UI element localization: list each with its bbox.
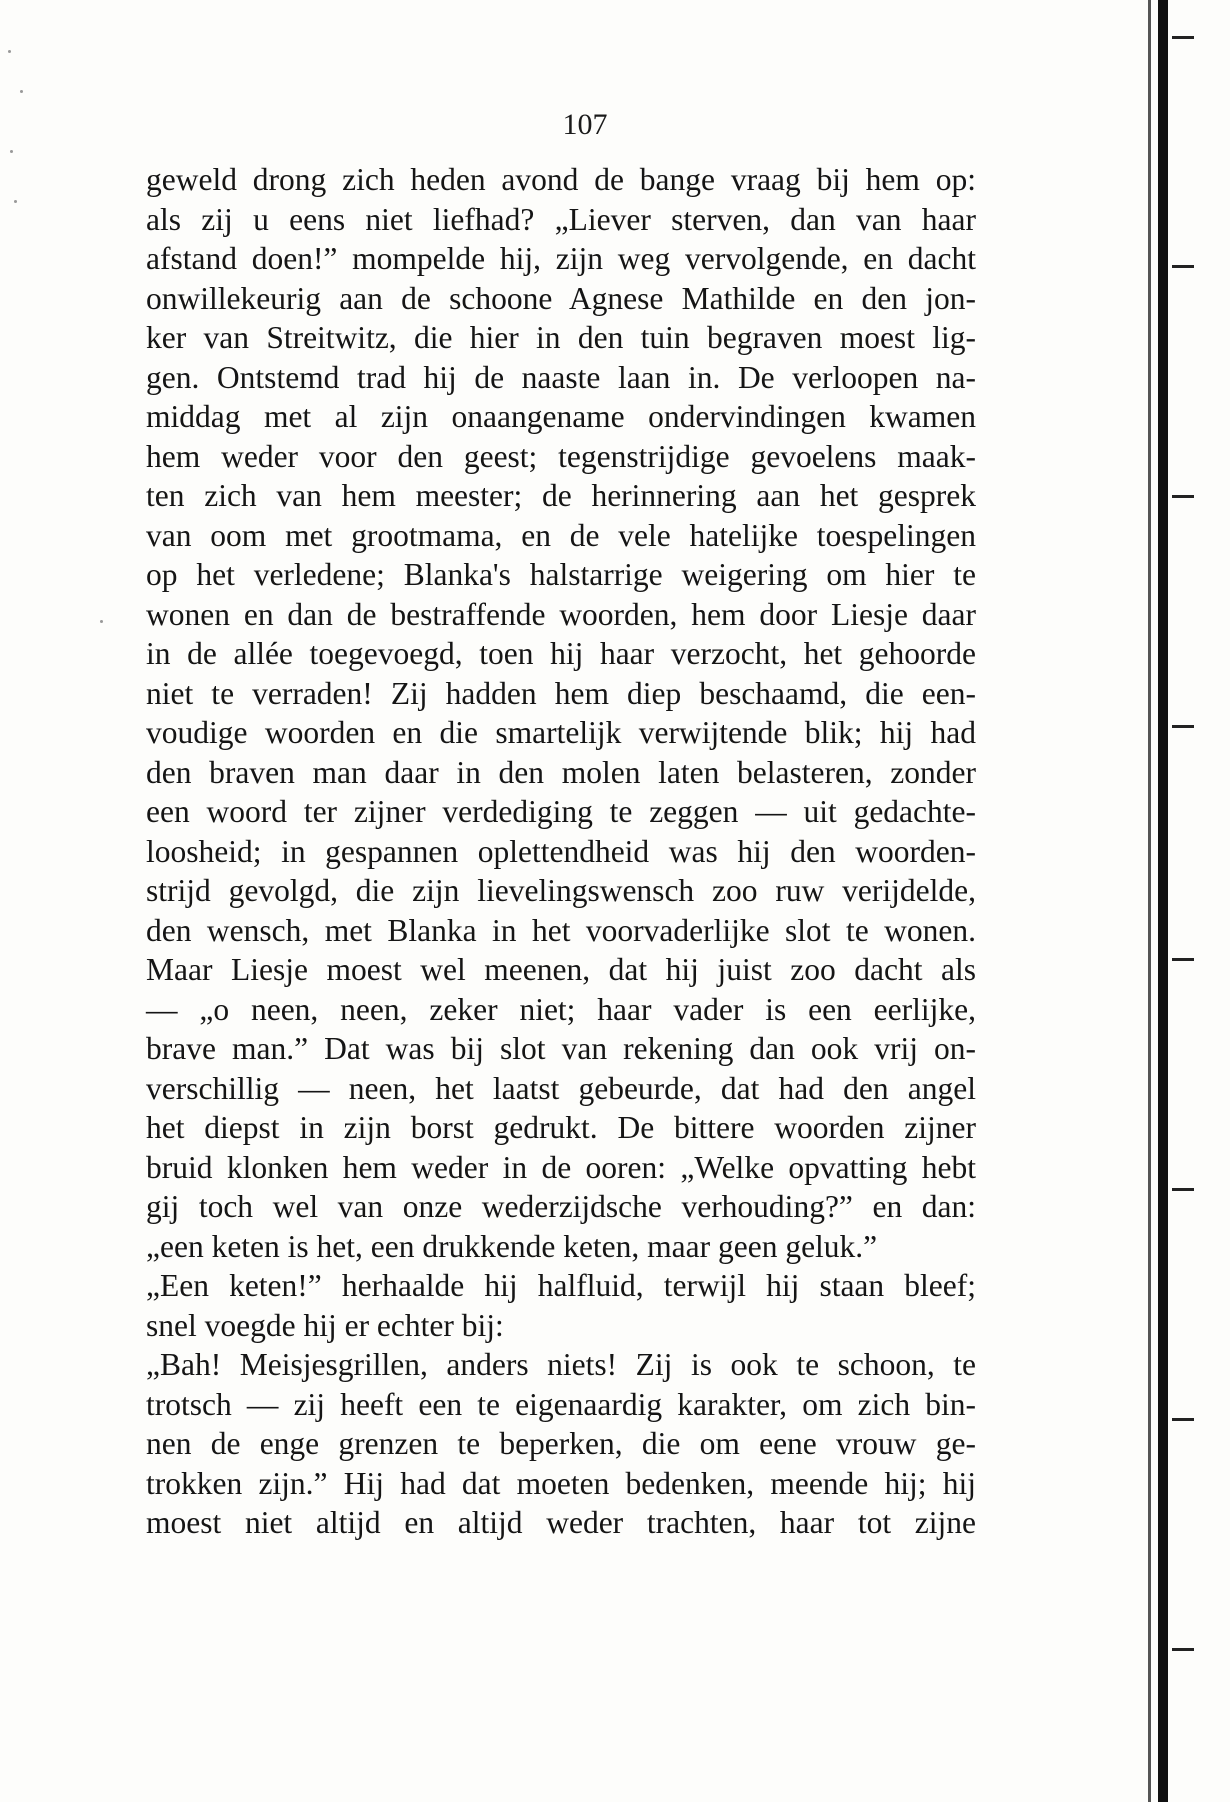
edge-tick: [1172, 495, 1194, 498]
text-line: „Bah! Meisjesgrillen, anders niets! Zij is ook te schoon, te: [146, 1347, 976, 1382]
edge-tick: [1172, 1648, 1194, 1651]
text-line: — „o neen, neen, zeker niet; haar vader is een eerlijke,: [146, 991, 976, 1027]
text-line: een woord ter zijner verdediging te zeggen — uit gedachte-: [146, 794, 976, 829]
text-line: strijd gevolgd, die zijn lievelingswensch zoo ruw verijdelde,: [146, 873, 976, 908]
text-line: ker van Streitwitz, die hier in den tuin begraven moest lig-: [146, 320, 976, 355]
scan-edge-line: [1148, 0, 1151, 1802]
text-line: brave man.” Dat was bij slot van rekening dan ook vrij on-: [146, 1031, 976, 1066]
text-line: wonen en dan de bestraffende woorden, hem door Liesje daar: [146, 596, 976, 632]
text-line: nen de enge grenzen te beperken, die om eene vrouw ge-: [146, 1426, 976, 1461]
text-line: Maar Liesje moest wel meenen, dat hij juist zoo dacht als: [146, 952, 976, 987]
text-line: trokken zijn.” Hij had dat moeten bedenken, meende hij; hij: [146, 1465, 976, 1501]
text-line: het diepst in zijn borst gedrukt. De bittere woorden zijner: [146, 1110, 976, 1145]
edge-tick: [1172, 1188, 1194, 1191]
text-line: geweld drong zich heden avond de bange vraag bij hem op:: [146, 162, 976, 197]
text-line: middag met al zijn onaangename ondervindingen kwamen: [146, 399, 976, 434]
text-line: ten zich van hem meester; de herinnering aan het gesprek: [146, 478, 976, 513]
edge-tick: [1172, 36, 1194, 39]
text-line: hem weder voor den geest; tegenstrijdige gevoelens maak-: [146, 438, 976, 474]
text-line: bruid klonken hem weder in de ooren: „Welke opvatting hebt: [146, 1149, 976, 1185]
text-line: afstand doen!” mompelde hij, zijn weg vervolgende, en dacht: [146, 241, 976, 276]
text-line: onwillekeurig aan de schoone Agnese Mathilde en den jon-: [146, 280, 976, 316]
body-text: [146, 160, 976, 1543]
page-number: 107: [562, 108, 608, 141]
edge-tick: [1172, 958, 1194, 961]
text-line: van oom met grootmama, en de vele hatelijke toespelingen: [146, 517, 976, 553]
text-line: gen. Ontstemd trad hij de naaste laan in. De verloopen na-: [146, 359, 976, 395]
text-line: „een keten is het, een drukkende keten, maar geen geluk.”: [146, 1228, 878, 1264]
text-line: gij toch wel van onze wederzijdsche verhouding?” en dan:: [146, 1189, 976, 1224]
text-line: „Een keten!” herhaalde hij halfluid, terwijl hij staan bleef;: [146, 1268, 976, 1303]
scan-speck: [14, 200, 17, 203]
scan-speck: [8, 50, 11, 53]
text-line: voudige woorden en die smartelijk verwijtende blik; hij had: [146, 715, 976, 750]
scan-speck: [100, 620, 103, 623]
scan-speck: [20, 90, 23, 93]
text-line: verschillig — neen, het laatst gebeurde, dat had den angel: [146, 1070, 976, 1106]
text-line: moest niet altijd en altijd weder trachten, haar tot zijne: [146, 1505, 976, 1540]
text-line: loosheid; in gespannen oplettendheid was hij den woorden-: [146, 833, 976, 869]
text-line: op het verledene; Blanka's halstarrige weigering om hier te: [146, 557, 976, 592]
text-line: niet te verraden! Zij hadden hem diep beschaamd, die een-: [146, 675, 976, 711]
text-line: trotsch — zij heeft een te eigenaardig karakter, om zich bin-: [146, 1386, 976, 1422]
scan-edge-bar: [1158, 0, 1168, 1802]
text-line: als zij u eens niet liefhad? „Liever sterven, dan van haar: [146, 201, 976, 237]
edge-tick: [1172, 725, 1194, 728]
edge-tick: [1172, 1418, 1194, 1421]
scan-speck: [10, 150, 13, 153]
text-line: den braven man daar in den molen laten belasteren, zonder: [146, 754, 976, 790]
text-line: in de allée toegevoegd, toen hij haar verzocht, het gehoorde: [146, 636, 976, 671]
text-line: den wensch, met Blanka in het voorvaderlijke slot te wonen.: [146, 912, 976, 948]
text-line: snel voegde hij er echter bij:: [146, 1307, 504, 1343]
edge-tick: [1172, 265, 1194, 268]
